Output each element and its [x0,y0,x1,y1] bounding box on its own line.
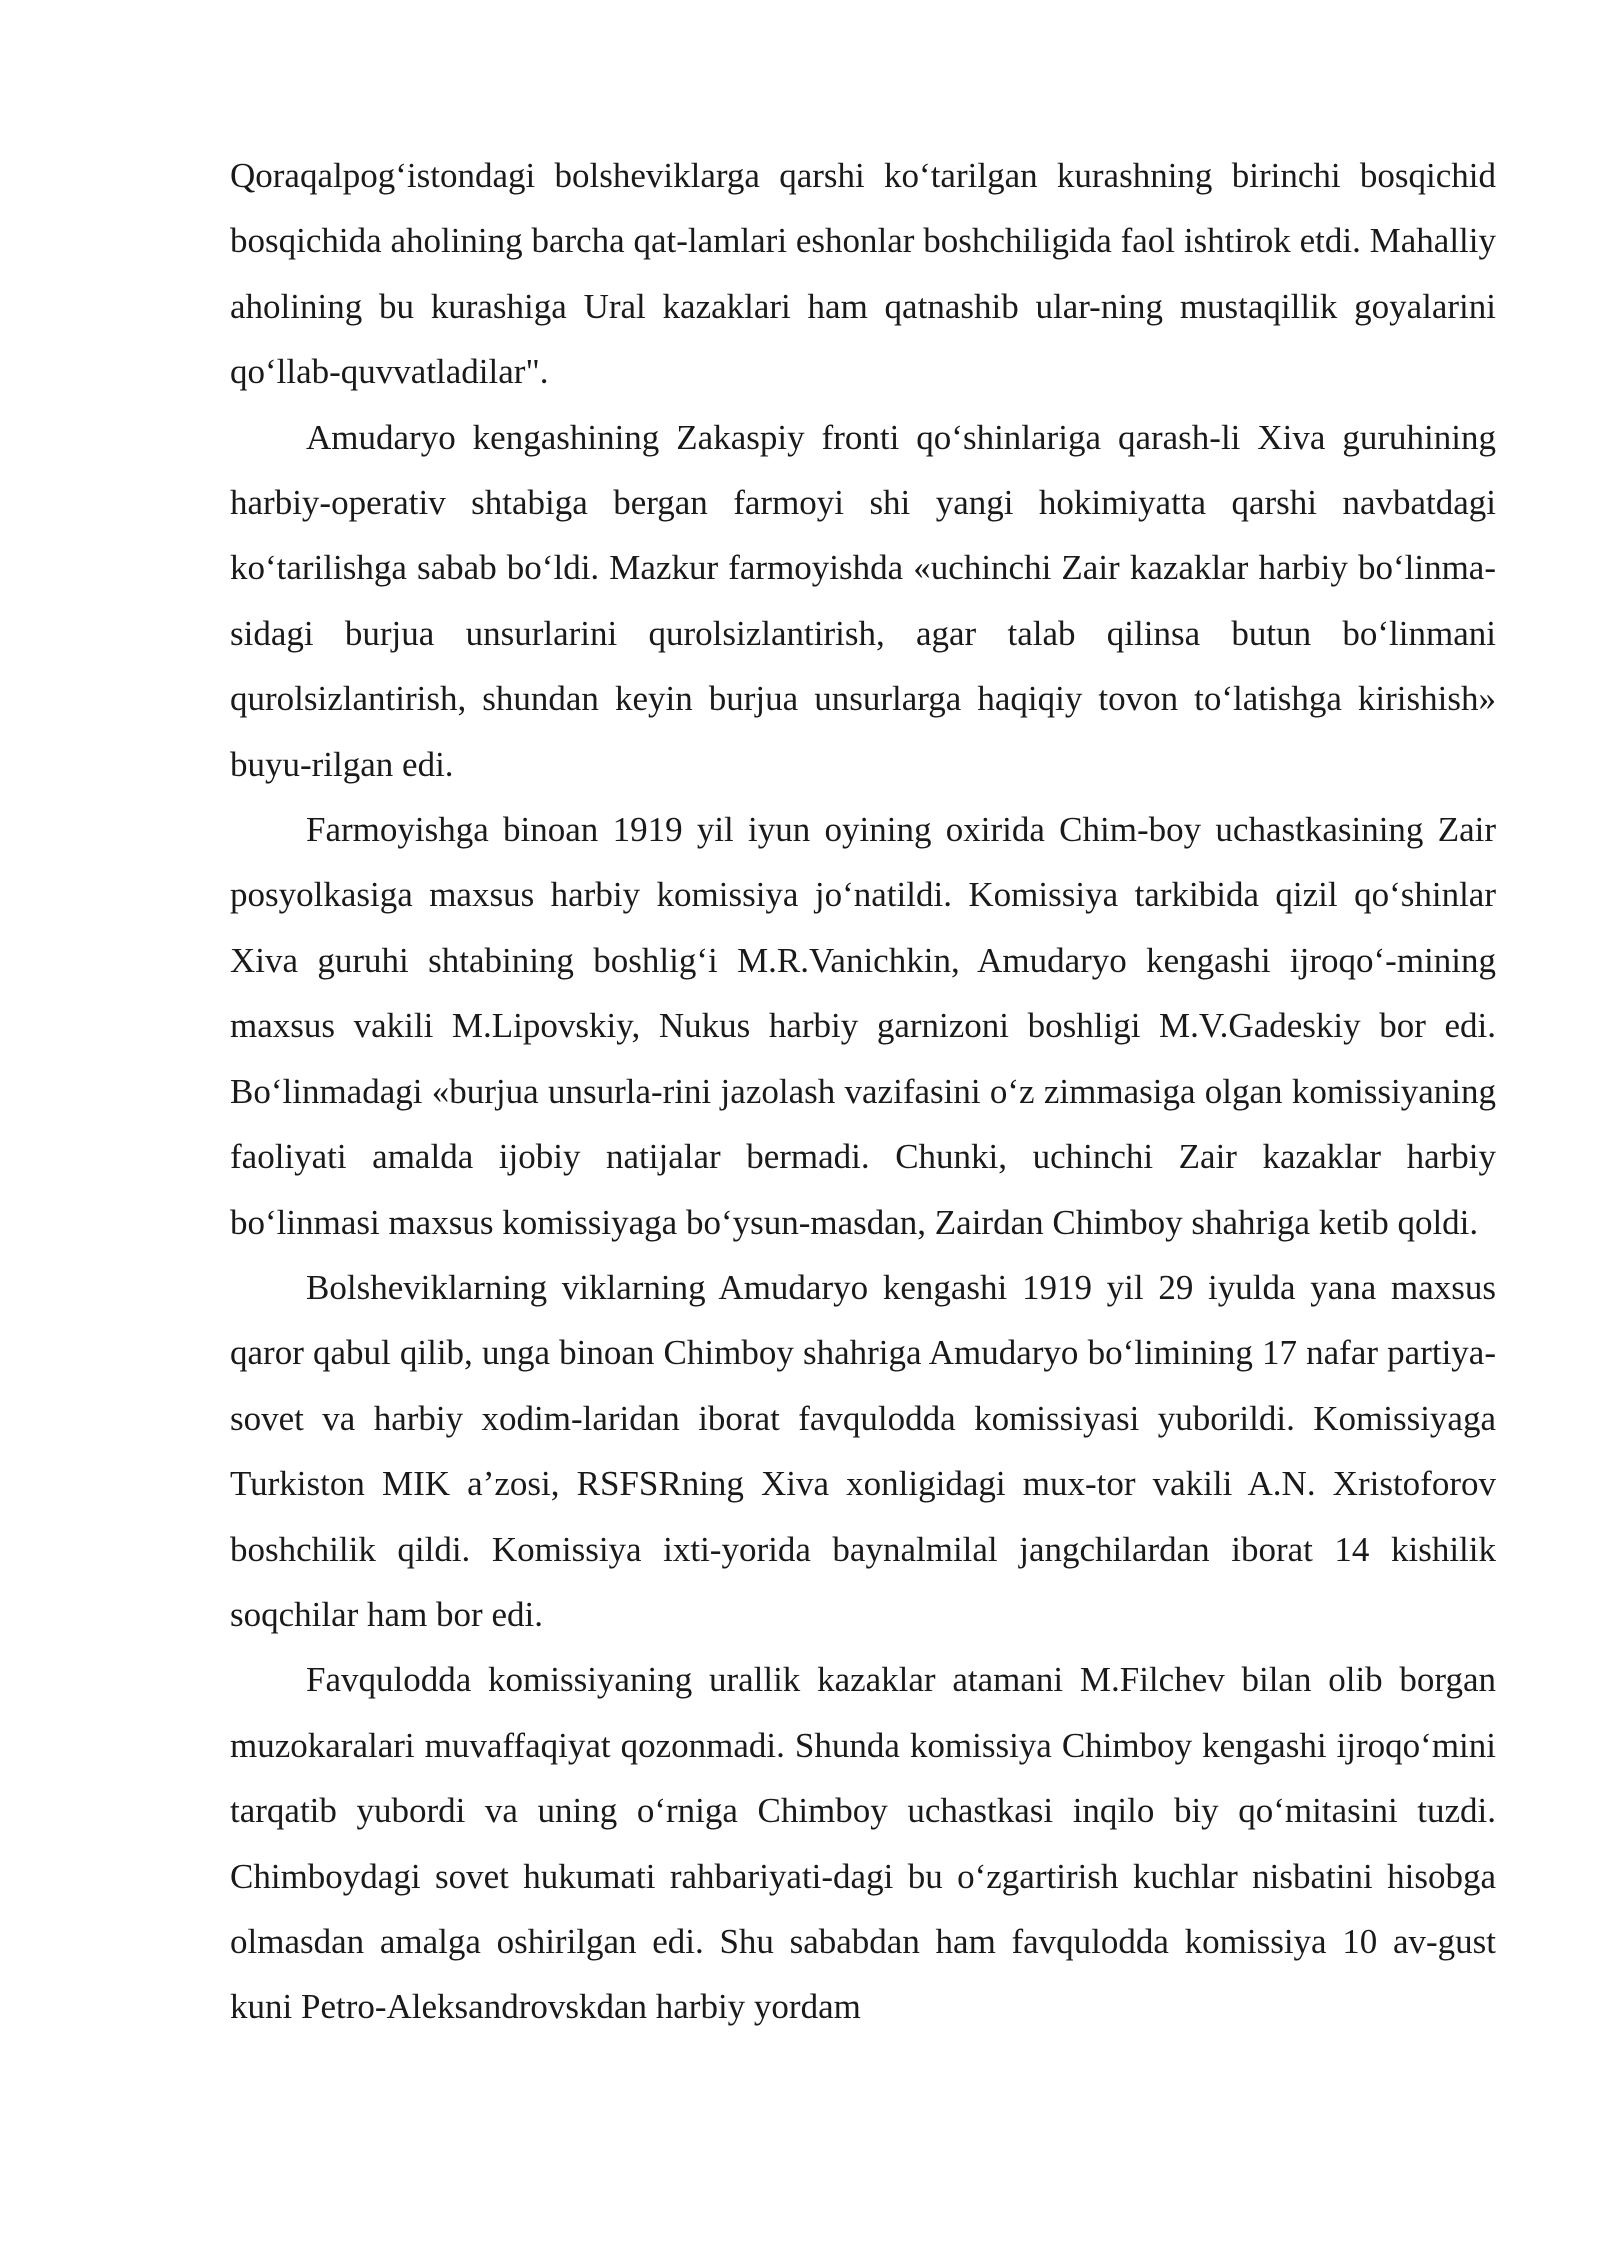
paragraph-1: Qoraqalpogʻistondagi bolsheviklarga qarshi koʻtarilgan kurashning birinchi bosqichid bosqichida aholining barcha qat-lamlari eshonlar boshchiligida faol ishtirok etdi. Mahalliy aholining bu kurashiga Ural kazaklari ham qatnashib ular-ning mustaqillik goyalarini qoʻllab-quvvatladilar". [230,156,1496,392]
paragraph-2: Amudaryo kengashining Zakaspiy fronti qoʻshinlariga qarash-li Xiva guruhining harbiy-operativ shtabiga bergan farmoyi shi yangi hokimiyatta qarshi navbatdagi koʻtarilishga sabab boʻldi. Mazkur farmoyishda «uchinchi Zair kazaklar harbiy boʻlinma-sidagi burjua unsurlarini qurolsizlantirish, agar talab qilinsa butun boʻlinmani qurolsizlantirish, shundan keyin burjua unsurlarga haqiqiy tovon toʻlatishga kirishish» buyu-rilgan edi. [230,417,1496,784]
paragraph-4: Bolsheviklarning viklarning Amudaryo kengashi 1919 yil 29 iyulda yana maxsus qaror qabul qilib, unga binoan Chimboy shahriga Amudaryo boʻlimining 17 nafar partiya-sovet va harbiy xodim-laridan iborat favqulodda komissiyasi yuborildi. Komissiyaga Turkiston MIK a’zosi, RSFSRning Xiva xonligidagi mux-tor vakili A.N. Xristoforov boshchilik qildi. Komissiya ixti-yorida baynalmilal jangchilardan iborat 14 kishilik soqchilar ham bor edi. [230,1267,1496,1634]
document-body [230,143,1496,2040]
paragraph-5: Favqulodda komissiyaning urallik kazaklar atamani M.Filchev bilan olib borgan muzokaralari muvaffaqiyat qozonmadi. Shunda komissiya Chimboy kengashi ijroqoʻmini tarqatib yubordi va uning oʻrniga Chimboy uchastkasi inqilo biy qoʻmitasini tuzdi. Chimboydagi sovet hukumati rahbariyati-dagi bu oʻzgartirish kuchlar nisbatini hisobga olmasdan amalga oshirilgan edi. Shu sababdan ham favqulodda komissiya 10 av-gust kuni Petro-Aleksandrovskdan harbiy yordam [230,1660,1496,2027]
paragraph-3: Farmoyishga binoan 1919 yil iyun oyining oxirida Chim-boy uchastkasining Zair posyolkasiga maxsus harbiy komissiya joʻnatildi. Komissiya tarkibida qizil qoʻshinlar Xiva guruhi shtabining boshligʻi M.R.Vanichkin, Amudaryo kengashi ijroqoʻ-mining maxsus vakili M.Lipovskiy, Nukus harbiy garnizoni boshligi M.V.Gadeskiy bor edi. Boʻlinmadagi «burjua unsurla-rini jazolash vazifasini oʻz zimmasiga olgan komissiyaning faoliyati amalda ijobiy natijalar bermadi. Chunki, uchinchi Zair kazaklar harbiy boʻlinmasi maxsus komissiyaga boʻysun-masdan, Zairdan Chimboy shahriga ketib qoldi. [230,810,1496,1242]
